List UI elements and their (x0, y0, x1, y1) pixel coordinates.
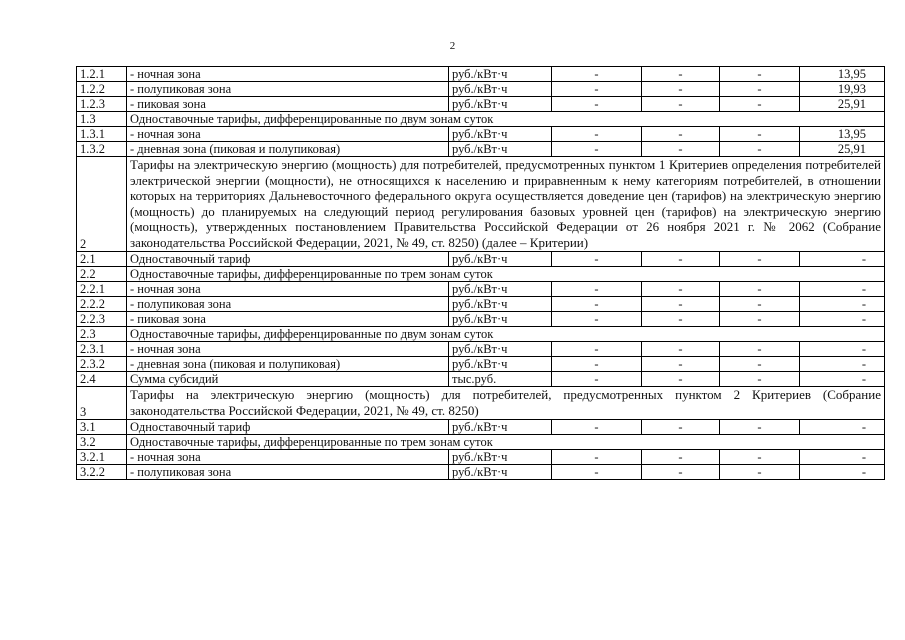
row-number: 1.3 (77, 112, 127, 127)
row-number: 3.2.1 (77, 450, 127, 465)
row-name: - полупиковая зона (127, 82, 449, 97)
group-title: Одноставочные тарифы, дифференцированные по двум зонам суток (127, 327, 885, 342)
value-cell: - (642, 127, 720, 142)
unit-cell: руб./кВт·ч (449, 127, 552, 142)
row-name: - пиковая зона (127, 97, 449, 112)
unit-cell: руб./кВт·ч (449, 420, 552, 435)
value-cell: - (552, 372, 642, 387)
value-cell: - (552, 127, 642, 142)
value-cell: - (800, 342, 885, 357)
value-cell: - (552, 82, 642, 97)
value-cell: - (642, 357, 720, 372)
row-name: - полупиковая зона (127, 465, 449, 480)
group-title: Одноставочные тарифы, дифференцированные по трем зонам суток (127, 435, 885, 450)
value-cell: - (552, 312, 642, 327)
value-cell: - (720, 127, 800, 142)
row-number: 1.2.1 (77, 67, 127, 82)
section-title: Тарифы на электрическую энергию (мощность) для потребителей, предусмотренных пунктом 1 Критериев определения потребителей электрической энергии (мощности), не относящихся к населению и приравненным к нему категориям потребителей, в отношении которых на территориях Дальневосточного федерального округа осуществляется доведение цен (тарифов) на электрическую энергию (мощность) до планируемых на следующий период регулирования базовых уровней цен (тарифов) на электрическую энергию (мощность), утвержденных постановлением Правительства Российской Федерации от 26 ноября 2021 г. № 2062 (Собрание законодательства Российской Федерации, 2021, № 49, ст. 8250) (далее – Критерии) (127, 157, 885, 252)
unit-cell: руб./кВт·ч (449, 67, 552, 82)
value-cell: - (642, 420, 720, 435)
table-row (77, 420, 885, 435)
row-name: - пиковая зона (127, 312, 449, 327)
row-number: 1.2.2 (77, 82, 127, 97)
unit-cell: руб./кВт·ч (449, 142, 552, 157)
value-cell: - (552, 67, 642, 82)
unit-cell: тыс.руб. (449, 372, 552, 387)
value-cell: - (800, 372, 885, 387)
value-cell: - (800, 450, 885, 465)
value-cell: - (720, 420, 800, 435)
row-number: 2.3.2 (77, 357, 127, 372)
value-cell: - (552, 420, 642, 435)
subheader-row (77, 327, 885, 342)
row-name: - дневная зона (пиковая и полупиковая) (127, 142, 449, 157)
row-name: Одноставочный тариф (127, 420, 449, 435)
value-cell: - (552, 142, 642, 157)
value-cell: - (642, 67, 720, 82)
unit-cell: руб./кВт·ч (449, 357, 552, 372)
row-name: Сумма субсидий (127, 372, 449, 387)
value-cell: - (720, 297, 800, 312)
value-cell: - (642, 297, 720, 312)
row-number: 3 (77, 387, 127, 420)
value-cell: - (720, 465, 800, 480)
subheader-row (77, 267, 885, 282)
unit-cell: руб./кВт·ч (449, 450, 552, 465)
row-number: 3.1 (77, 420, 127, 435)
value-cell: 13,95 (800, 67, 885, 82)
value-cell: - (552, 465, 642, 480)
section-row (77, 387, 885, 420)
table-row (77, 312, 885, 327)
value-cell: - (552, 97, 642, 112)
unit-cell: руб./кВт·ч (449, 312, 552, 327)
value-cell: - (800, 282, 885, 297)
value-cell: - (552, 357, 642, 372)
row-name: - ночная зона (127, 282, 449, 297)
row-number: 2.1 (77, 252, 127, 267)
value-cell: - (552, 450, 642, 465)
unit-cell: руб./кВт·ч (449, 465, 552, 480)
table-row (77, 142, 885, 157)
value-cell: - (720, 82, 800, 97)
table-row (77, 82, 885, 97)
row-name: - ночная зона (127, 127, 449, 142)
value-cell: - (800, 357, 885, 372)
subheader-row (77, 435, 885, 450)
value-cell: - (800, 312, 885, 327)
table-row (77, 372, 885, 387)
value-cell: - (642, 312, 720, 327)
table-row (77, 297, 885, 312)
table-row (77, 450, 885, 465)
table-row (77, 357, 885, 372)
row-name: - ночная зона (127, 342, 449, 357)
value-cell: - (800, 465, 885, 480)
row-number: 2 (77, 157, 127, 252)
value-cell: - (552, 282, 642, 297)
value-cell: - (642, 252, 720, 267)
unit-cell: руб./кВт·ч (449, 297, 552, 312)
row-number: 3.2 (77, 435, 127, 450)
tariff-table (76, 66, 885, 480)
value-cell: - (642, 342, 720, 357)
unit-cell: руб./кВт·ч (449, 82, 552, 97)
row-name: - дневная зона (пиковая и полупиковая) (127, 357, 449, 372)
value-cell: - (642, 97, 720, 112)
value-cell: - (720, 97, 800, 112)
row-number: 1.2.3 (77, 97, 127, 112)
section-row (77, 157, 885, 252)
row-number: 2.2.2 (77, 297, 127, 312)
table-row (77, 342, 885, 357)
value-cell: - (642, 282, 720, 297)
value-cell: - (720, 312, 800, 327)
value-cell: - (800, 420, 885, 435)
value-cell: - (800, 252, 885, 267)
table-row (77, 127, 885, 142)
table-row (77, 282, 885, 297)
value-cell: 25,91 (800, 97, 885, 112)
unit-cell: руб./кВт·ч (449, 282, 552, 297)
value-cell: - (552, 297, 642, 312)
unit-cell: руб./кВт·ч (449, 252, 552, 267)
value-cell: - (720, 67, 800, 82)
value-cell: 19,93 (800, 82, 885, 97)
value-cell: - (552, 342, 642, 357)
unit-cell: руб./кВт·ч (449, 342, 552, 357)
value-cell: - (720, 357, 800, 372)
value-cell: - (642, 465, 720, 480)
table-row (77, 67, 885, 82)
row-name: - ночная зона (127, 450, 449, 465)
value-cell: - (642, 450, 720, 465)
value-cell: - (552, 252, 642, 267)
row-name: - полупиковая зона (127, 297, 449, 312)
value-cell: - (720, 372, 800, 387)
row-number: 2.2.1 (77, 282, 127, 297)
table-row (77, 97, 885, 112)
table-row (77, 252, 885, 267)
value-cell: 13,95 (800, 127, 885, 142)
row-number: 1.3.1 (77, 127, 127, 142)
page-number: 2 (449, 40, 456, 52)
section-title: Тарифы на электрическую энергию (мощность) для потребителей, предусмотренных пунктом 2 Критериев (Собрание законодательства Российской Федерации, 2021, № 49, ст. 8250) (127, 387, 885, 420)
value-cell: - (720, 342, 800, 357)
value-cell: - (642, 82, 720, 97)
value-cell: - (720, 142, 800, 157)
row-number: 3.2.2 (77, 465, 127, 480)
row-name: Одноставочный тариф (127, 252, 449, 267)
subheader-row (77, 112, 885, 127)
unit-cell: руб./кВт·ч (449, 97, 552, 112)
row-number: 2.2 (77, 267, 127, 282)
row-number: 1.3.2 (77, 142, 127, 157)
group-title: Одноставочные тарифы, дифференцированные по трем зонам суток (127, 267, 885, 282)
row-number: 2.2.3 (77, 312, 127, 327)
row-number: 2.4 (77, 372, 127, 387)
value-cell: - (800, 297, 885, 312)
value-cell: - (720, 450, 800, 465)
value-cell: - (642, 142, 720, 157)
value-cell: - (642, 372, 720, 387)
table-row (77, 465, 885, 480)
row-name: - ночная зона (127, 67, 449, 82)
group-title: Одноставочные тарифы, дифференцированные по двум зонам суток (127, 112, 885, 127)
row-number: 2.3.1 (77, 342, 127, 357)
value-cell: - (720, 282, 800, 297)
value-cell: 25,91 (800, 142, 885, 157)
value-cell: - (720, 252, 800, 267)
row-number: 2.3 (77, 327, 127, 342)
